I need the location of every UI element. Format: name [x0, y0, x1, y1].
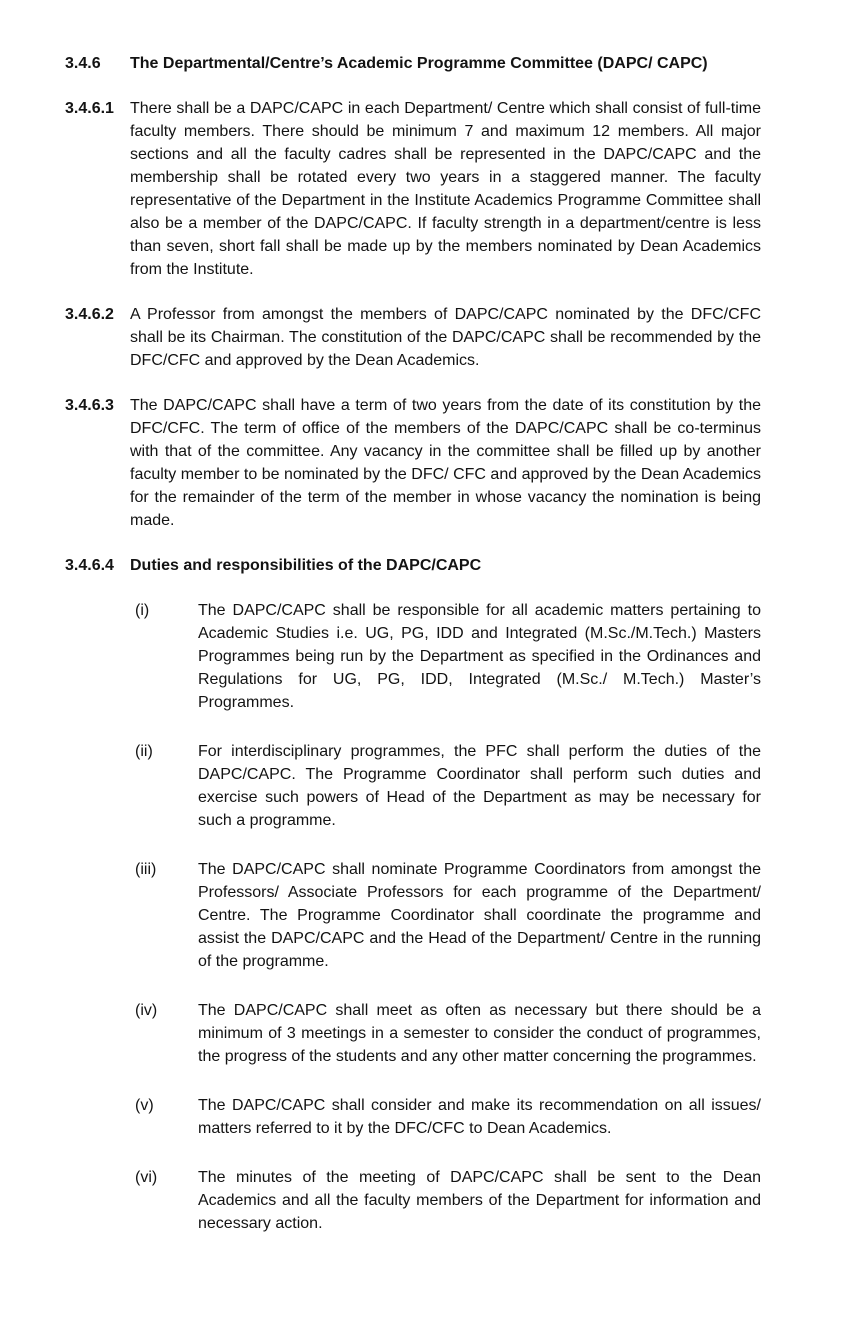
section-heading-text: The Departmental/Centre’s Academic Programme Committee (DAPC/ CAPC): [130, 55, 708, 72]
list-item-text: The DAPC/CAPC shall nominate Programme Coordinators from amongst the Professors/ Associate Professors for each programme of the Department/ Centre. The Programme Coordinator shall coordinate the programme and assist the DAPC/CAPC and the Head of the Department/ Centre in the running of the programme.: [198, 861, 761, 970]
list-item-label: (v): [135, 1097, 154, 1114]
list-item-text: The minutes of the meeting of DAPC/CAPC shall be sent to the Dean Academics and all the faculty members of the Department for information and necessary action.: [198, 1169, 761, 1232]
list-item-label: (i): [135, 602, 150, 619]
paragraph-text: The DAPC/CAPC shall have a term of two years from the date of its constitution by the DFC/CFC. The term of office of the members of the DAPC/CAPC shall be co-terminus with that of the committee. Any vacancy in the committee shall be filled up by another faculty member to be nominated by the DFC/ CFC and approved by the Dean Academics for the remainder of the term of the member in whose vacancy the nomination is being made.: [130, 397, 761, 529]
paragraph-3-4-6-3: [65, 394, 761, 532]
list-item-text: For interdisciplinary programmes, the PFC shall perform the duties of the DAPC/CAPC. The Programme Coordinator shall perform such duties and exercise such powers of Head of the Department as may be necessary for such a programme.: [198, 743, 761, 829]
list-item-iv: [135, 999, 761, 1068]
paragraph-3-4-6-1: [65, 97, 761, 281]
list-item-i: [135, 599, 761, 714]
list-item-label: (ii): [135, 743, 153, 760]
section-heading: [65, 52, 761, 75]
list-item-label: (iv): [135, 1002, 158, 1019]
list-item-iii: [135, 858, 761, 973]
sub-heading-3-4-6-4: [65, 554, 761, 577]
list-item-label: (iii): [135, 861, 157, 878]
list-item-v: [135, 1094, 761, 1140]
paragraph-number: 3.4.6.1: [65, 100, 114, 117]
paragraph-number: 3.4.6.2: [65, 306, 114, 323]
paragraph-3-4-6-2: [65, 303, 761, 372]
list-item-text: The DAPC/CAPC shall consider and make its recommendation on all issues/ matters referred to it by the DFC/CFC to Dean Academics.: [198, 1097, 761, 1137]
list-item-vi: [135, 1166, 761, 1235]
list-item-text: The DAPC/CAPC shall meet as often as necessary but there should be a minimum of 3 meetings in a semester to consider the conduct of programmes, the progress of the students and any other matter concerning the programmes.: [198, 1002, 761, 1065]
paragraph-text: There shall be a DAPC/CAPC in each Department/ Centre which shall consist of full-time faculty members. There should be minimum 7 and maximum 12 members. All major sections and all the faculty cadres shall be represented in the DAPC/CAPC and the membership shall be rotated every two years in a staggered manner. The faculty representative of the Department in the Institute Academics Programme Committee shall also be a member of the DAPC/CAPC. If faculty strength in a department/centre is less than seven, short fall shall be made up by the members nominated by Dean Academics from the Institute.: [130, 100, 761, 278]
list-item-ii: [135, 740, 761, 832]
sub-heading-number: 3.4.6.4: [65, 557, 114, 574]
paragraph-number: 3.4.6.3: [65, 397, 114, 414]
sub-heading-text: Duties and responsibilities of the DAPC/CAPC: [130, 557, 482, 574]
paragraph-text: A Professor from amongst the members of DAPC/CAPC nominated by the DFC/CFC shall be its Chairman. The constitution of the DAPC/CAPC shall be recommended by the DFC/CFC and approved by the Dean Academics.: [130, 306, 761, 369]
list-item-text: The DAPC/CAPC shall be responsible for all academic matters pertaining to Academic Studies i.e. UG, PG, IDD and Integrated (M.Sc./M.Tech.) Masters Programmes being run by the Department as specified in the Ordinances and Regulations for UG, PG, IDD, Integrated (M.Sc./ M.Tech.) Master’s Programmes.: [198, 602, 761, 711]
list-item-label: (vi): [135, 1169, 158, 1186]
section-heading-number: 3.4.6: [65, 55, 101, 72]
